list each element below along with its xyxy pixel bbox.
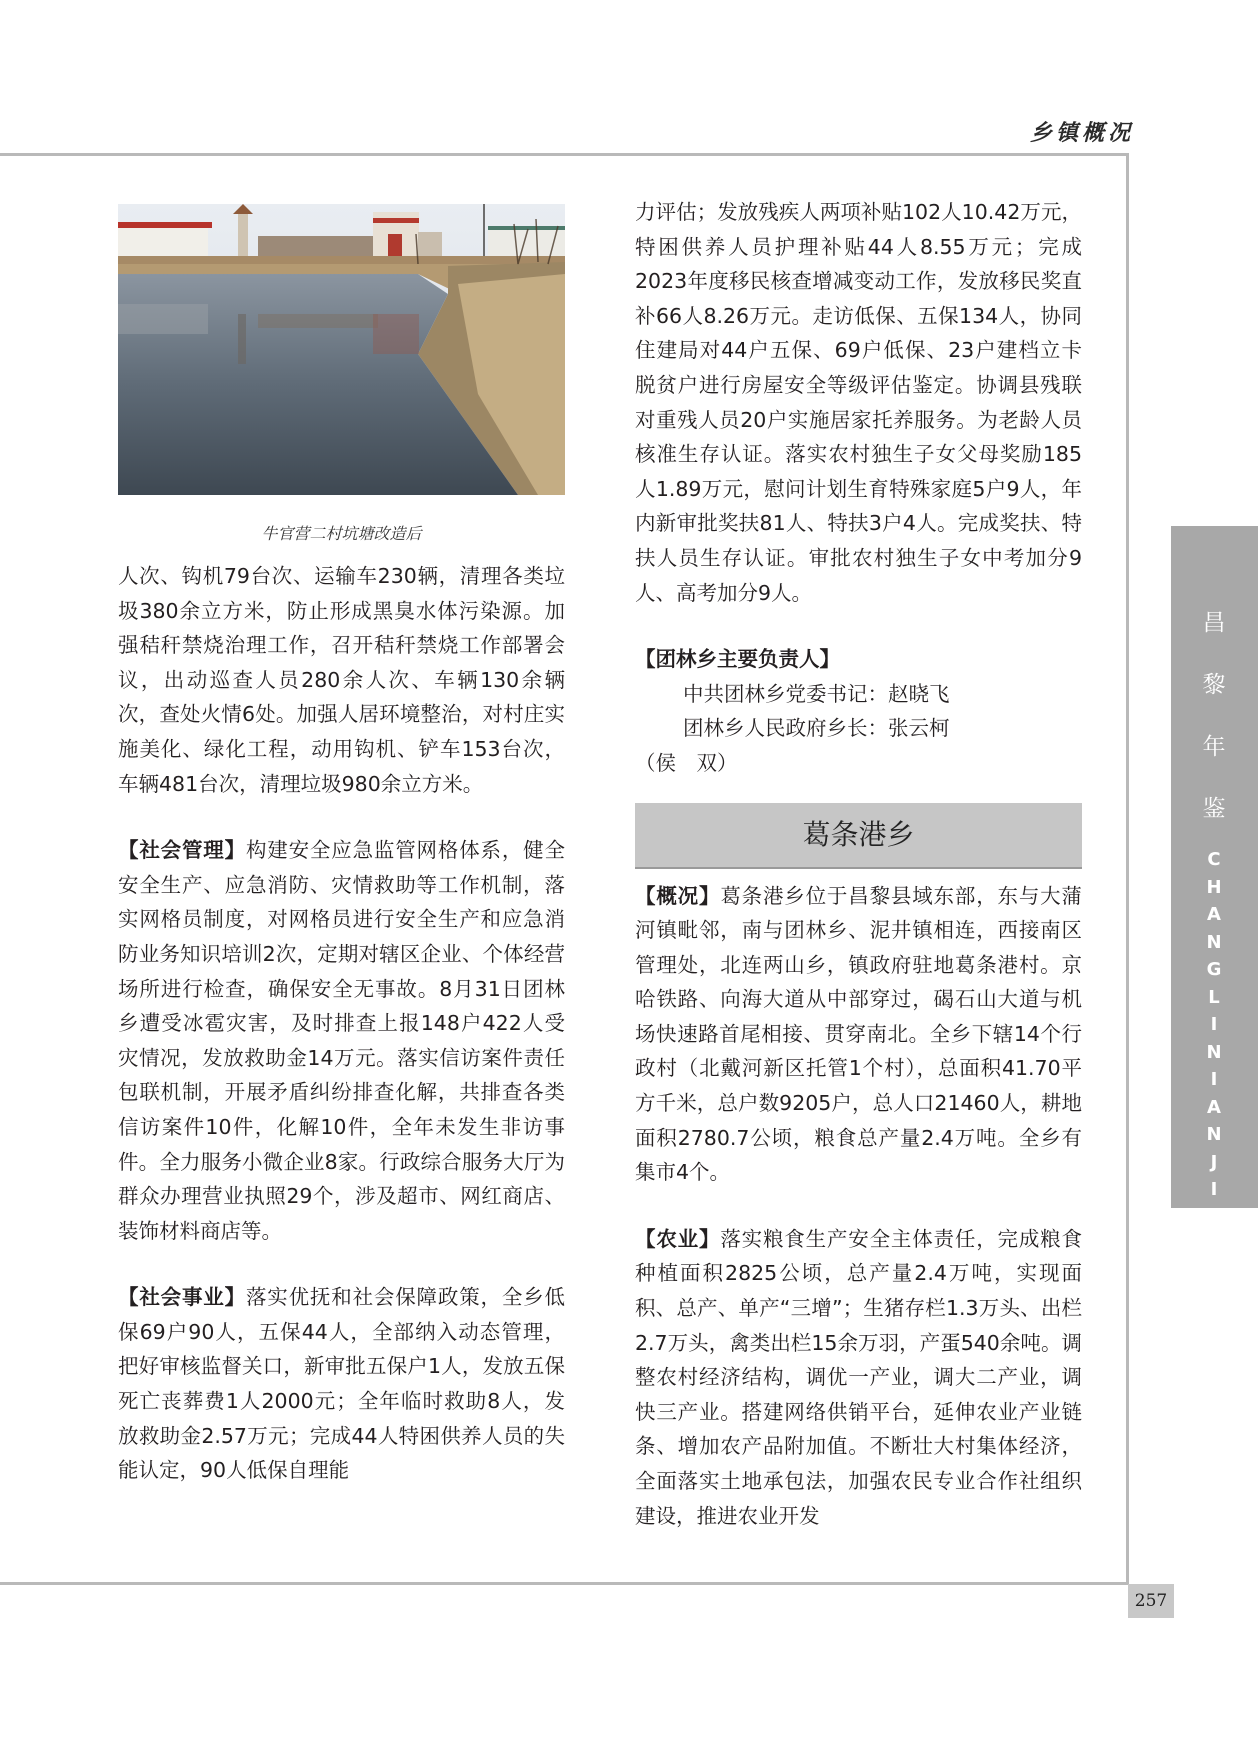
paragraph-social-affairs [118, 1280, 565, 1488]
side-tab-letter: N [1206, 1234, 1223, 1255]
right-text-column [635, 195, 1082, 1533]
agriculture-label: 【农业】 [635, 1226, 721, 1251]
side-tab-letter: A [1207, 904, 1222, 925]
side-tab-letter: A [1207, 1096, 1222, 1118]
side-tab-letter: J [1210, 1151, 1219, 1173]
frame-bottom-rule [0, 1582, 1128, 1585]
paragraph-environment: 人次、钩机79台次、运输车230辆，清理各类垃圾380余立方米，防止形成黑臭水体污染源。加强秸秆禁烧治理工作，召开秸秆禁烧工作部署会议，出动巡查人员280余人次、车辆130余辆次，查处火情6处。加强人居环境整治，对村庄实施美化、绿化工程，动用钩机、铲车153台次，车辆481台次，清理垃圾980余立方米。 [118, 564, 565, 796]
side-tab-letter: I [1210, 1179, 1219, 1200]
side-tab-chinese [1199, 526, 1229, 840]
agriculture-text: 落实粮食生产安全主体责任，完成粮食种植面积2825公顷，总产量2.4万吨，实现面积、总产、单产“三增”；生猪存栏1.3万头、出栏2.7万头，禽类出栏15余万羽，产蛋540余吨。调整农村经济结构，调优一产业，调大二产业，调快三产业。搭建网络供销平台，延伸农业产业链条、增加农产品附加值。不断壮大村集体经济，全面落实土地承包法，加强农民专业合作社组织建设，推进农业开发 [635, 1226, 1083, 1528]
side-tab-letter: N [1206, 1124, 1223, 1145]
side-tab-letter: H [1206, 876, 1223, 898]
left-text-column [118, 559, 565, 1488]
social-affairs-text: 落实优抚和社会保障政策，全乡低保69户90人，五保44人，全部纳入动态管理，把好审核监督关口，新审批五保户1人，发放五保死亡丧葬费1人2000元；全年临时救助8人，发放救助金2.57万元；完成44人特困供养人员的失能认定，90人低保自理能 [118, 1285, 566, 1483]
overview-label: 【概况】 [635, 883, 721, 908]
paragraph-disability-support: 力评估；发放残疾人两项补贴102人10.42万元，特困供养人员护理补贴44人8.55万元；完成2023年度移民核查增减变动工作，发放移民奖直补66人8.26万元。走访低保、五保134人，协同住建局对44户五保、69户低保、23户建档立卡脱贫户进行房屋安全等级评估鉴定。协调县残联对重残人员20户实施居家托养服务。为老龄人员核准生存认证。落实农村独生子女父母奖励185人1.89万元，慰问计划生育特殊家庭5户9人，年内新审批奖扶81人、特扶3户4人。完成奖扶、特扶人员生存认证。审批农村独生子女中考加分9人、高考加分9人。 [635, 200, 1082, 605]
social-management-label: 【社会管理】 [118, 838, 246, 863]
section-header-title: 乡镇概况 [1030, 120, 1135, 146]
frame-right-rule [1126, 153, 1129, 1585]
side-tab-letter: L [1208, 986, 1221, 1008]
side-tab-char: 鉴 [1202, 796, 1226, 822]
page-number: 257 [1128, 1584, 1174, 1618]
section-title-getiaogang: 葛条港乡 [635, 803, 1082, 869]
overview-text: 葛条港乡位于昌黎县域东部，东与大蒲河镇毗邻，南与团林乡、泥井镇相连，西接南区管理处，北连两山乡，镇政府驻地葛条港村。京哈铁路、向海大道从中部穿过，碣石山大道与机场快速路首尾相接、贯穿南北。全乡下辖14个行政村（北戴河新区托管1个村），总面积41.70平方千米，总户数9205户，总人口21460人，耕地面积2780.7公顷，粮食总产量2.4万吨。全乡有集市4个。 [635, 883, 1083, 1185]
side-tab-char: 年 [1202, 734, 1226, 760]
photo-caption: 牛官营二村坑塘改造后 [261, 524, 422, 543]
side-tab-char: 黎 [1202, 672, 1226, 698]
pond-renovation-photo [118, 204, 565, 495]
frame-top-rule [0, 153, 1128, 156]
paragraph-agriculture [635, 1222, 1082, 1533]
author-signature: （侯 双） [635, 750, 738, 775]
paragraph-overview [635, 879, 1082, 1190]
leader-party-secretary: 中共团林乡党委书记：赵晓飞 [683, 681, 950, 706]
side-tab-letter: I [1210, 1069, 1219, 1090]
social-affairs-label: 【社会事业】 [118, 1285, 246, 1310]
leader-township-head: 团林乡人民政府乡长：张云柯 [683, 716, 950, 741]
side-tab-english [1171, 846, 1258, 1259]
side-tab-letter: G [1206, 959, 1223, 980]
side-tab-letter: N [1206, 1041, 1223, 1063]
yearbook-side-tab [1171, 526, 1258, 1255]
paragraph-social-management [118, 833, 565, 1248]
side-tab-char: 昌 [1202, 610, 1226, 636]
side-tab-letter: I [1210, 1014, 1219, 1035]
side-tab-letter: N [1206, 931, 1223, 953]
side-tab-letter: A [1207, 1206, 1222, 1228]
leaders-heading: 【团林乡主要负责人】 [635, 647, 840, 672]
side-tab-letter: C [1207, 849, 1222, 870]
social-management-text: 构建安全应急监管网格体系，健全安全生产、应急消防、灾情救助等工作机制，落实网格员制度，对网格员进行安全生产和应急消防业务知识培训2次，定期对辖区企业、个体经营场所进行检查，确保安全无事故。8月31日团林乡遭受冰雹灾害，及时排查上报148户422人受灾情况，发放救助金14万元。落实信访案件责任包联机制，开展矛盾纠纷排查化解，共排查各类信访案件10件，化解10件，全年未发生非访事件。全力服务小微企业8家。行政综合服务大厅为群众办理营业执照29个，涉及超市、网红商店、装饰材料商店等。 [118, 838, 566, 1243]
